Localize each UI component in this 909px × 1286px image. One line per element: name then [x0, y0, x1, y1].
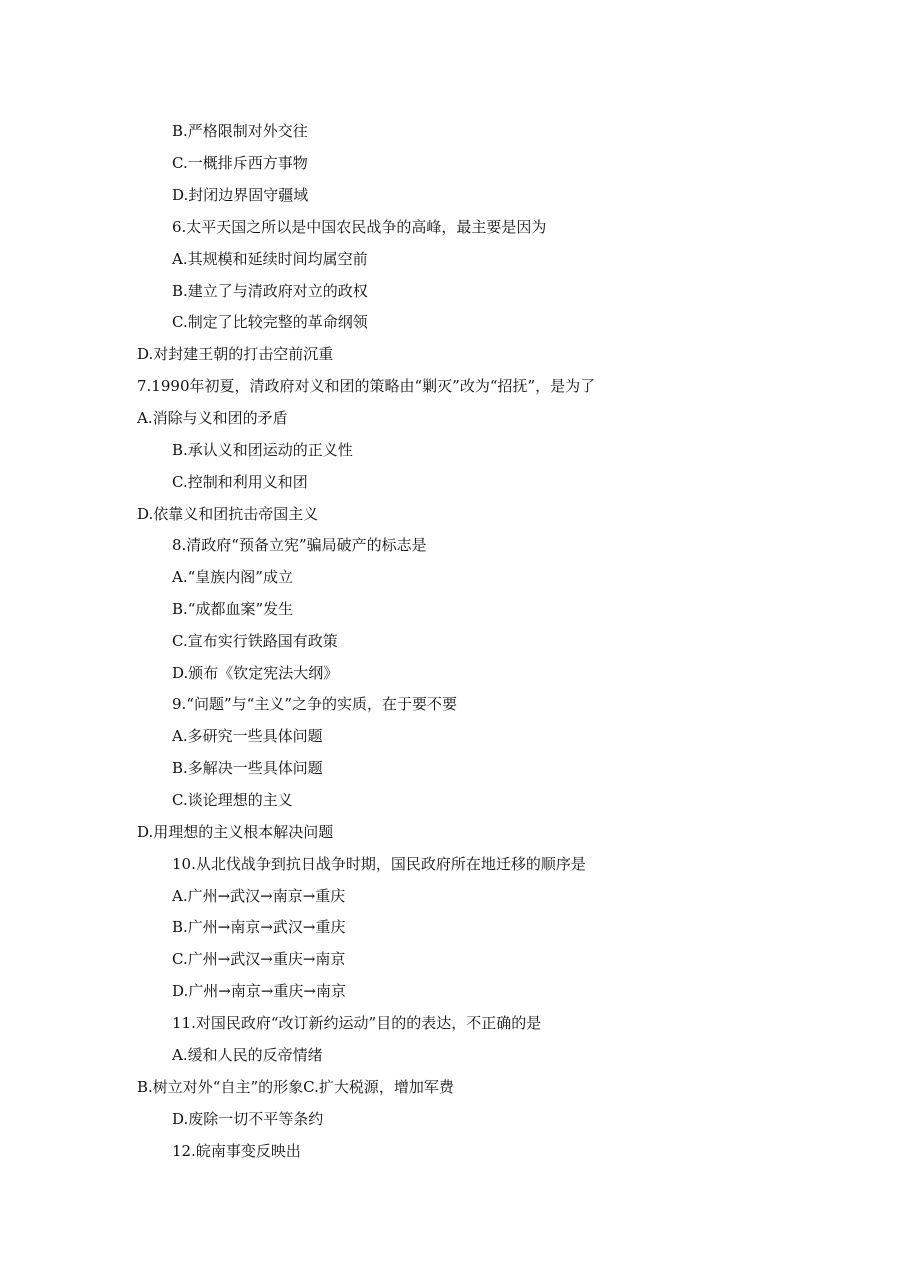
option-7a: A.消除与义和团的矛盾 — [137, 409, 288, 427]
option-9a: A.多研究一些具体问题 — [172, 727, 323, 745]
option-8d: D.颁布《钦定宪法大纲》 — [172, 664, 339, 682]
option-9c: C.谈论理想的主义 — [172, 791, 293, 809]
question-10: 10.从北伐战争到抗日战争时期，国民政府所在地迁移的顺序是 — [172, 855, 586, 873]
question-7: 7.1990年初夏，清政府对义和团的策略由“剿灭”改为“招抚”，是为了 — [137, 377, 596, 395]
option-6d: D.对封建王朝的打击空前沉重 — [137, 345, 334, 363]
option-9b: B.多解决一些具体问题 — [172, 759, 323, 777]
question-6: 6.太平天国之所以是中国农民战争的高峰，最主要是因为 — [172, 218, 547, 236]
option-5c: C.一概排斥西方事物 — [172, 154, 308, 172]
option-9d: D.用理想的主义根本解决问题 — [137, 823, 334, 841]
option-10d: D.广州→南京→重庆→南京 — [172, 982, 346, 1000]
question-12: 12.皖南事变反映出 — [172, 1142, 301, 1160]
option-6a: A.其规模和延续时间均属空前 — [172, 250, 368, 268]
option-11a: A.缓和人民的反帝情绪 — [172, 1046, 323, 1064]
option-8c: C.宣布实行铁路国有政策 — [172, 632, 338, 650]
option-7c: C.控制和利用义和团 — [172, 473, 308, 491]
option-7d: D.依靠义和团抗击帝国主义 — [137, 505, 319, 523]
option-11d: D.废除一切不平等条约 — [172, 1110, 324, 1128]
option-7b: B.承认义和团运动的正义性 — [172, 441, 353, 459]
option-10c: C.广州→武汉→重庆→南京 — [172, 950, 346, 968]
option-5d: D.封闭边界固守疆域 — [172, 186, 309, 204]
option-10a: A.广州→武汉→南京→重庆 — [172, 887, 346, 905]
option-11bc: B.树立对外“自主”的形象C.扩大税源，增加军费 — [137, 1078, 454, 1096]
option-5b: B.严格限制对外交往 — [172, 122, 308, 140]
option-10b: B.广州→南京→武汉→重庆 — [172, 918, 346, 936]
option-6b: B.建立了与清政府对立的政权 — [172, 282, 368, 300]
question-9: 9.“问题”与“主义”之争的实质，在于要不要 — [172, 695, 457, 713]
question-11: 11.对国民政府“改订新约运动”目的的表达，不正确的是 — [172, 1014, 542, 1032]
option-8a: A.“皇族内阁”成立 — [172, 568, 293, 586]
option-8b: B.“成都血案”发生 — [172, 600, 294, 618]
question-8: 8.清政府“预备立宪”骗局破产的标志是 — [172, 536, 427, 554]
option-6c: C.制定了比较完整的革命纲领 — [172, 313, 368, 331]
